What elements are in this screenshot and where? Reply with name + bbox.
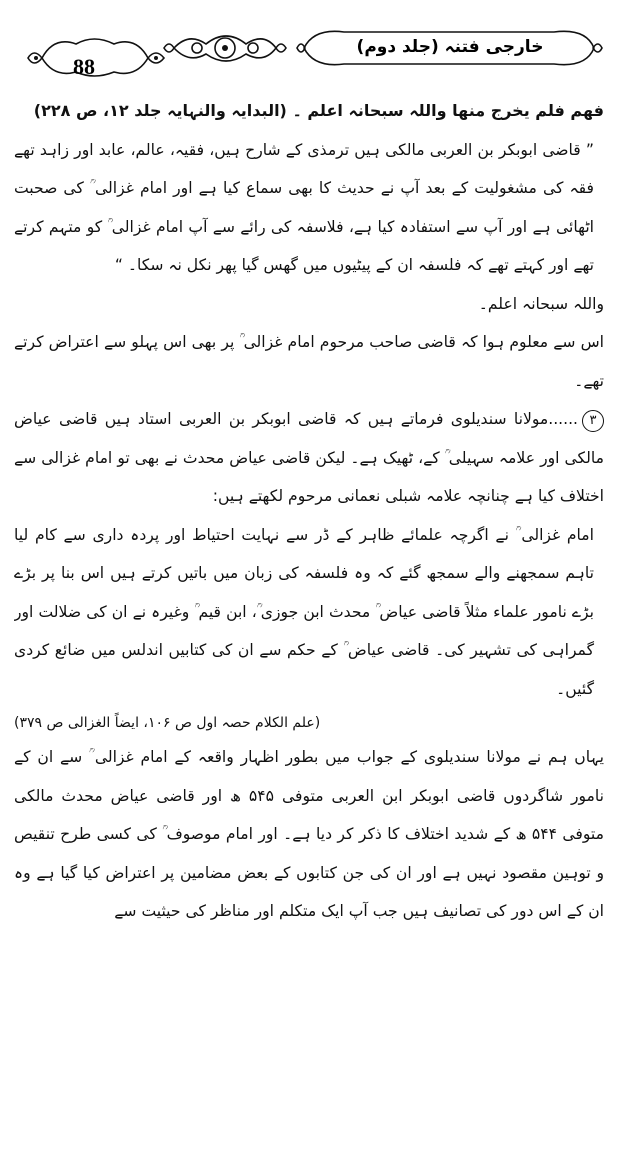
page-body — [14, 92, 604, 1147]
point-three-paragraph — [14, 400, 604, 516]
running-title: خارجی فتنہ (جلد دوم) — [356, 37, 544, 57]
shibli-citation: (علم الکلام حصہ اول ص ۱۰۶، ایضاً الغزالی ص ۳۷۹) — [14, 715, 321, 731]
shibli-quote: امام غزالی ؒ نے اگرچہ علمائے ظاہر کے ڈر سے نہایت احتیاط اور پردہ داری سے کام لیا تاہم سمجھنے والے سمجھ گئے کہ وہ فلسفہ کی زبان میں باتیں کرتے ہیں اس بنا پر بڑے بڑے نامور علماء مثلاً قاضی عیاض ؒ محدث ابن جوزی ؒ، ابن قیم ؒ وغیرہ نے ان کی ضلالت اور گمراہی کی تشہیر کی۔ قاضی عیاض ؒ کے حکم سے ان کی کتابیں اندلس میں ضائع کردی گئیں۔ — [14, 525, 594, 698]
point-number-badge: ۳ — [582, 410, 604, 432]
closing-paragraph: یہاں ہم نے مولانا سندیلوی کے جواب میں بطور اظہار واقعہ کے امام غزالی ؒ سے ان کے نامور شاگردوں قاضی ابوبکر ابن العربی متوفی ۵۴۵ ھ اور قاضی عیاض محدث مالکی متوفی ۵۴۴ ھ کے شدید اختلاف کا ذکر کر دیا ہے۔ اور امام موصوف ؒ کی کسی طرح تنقیص و توہین مقصود نہیں ہے اور ان کی جن کتابوں کے بعض مضامین پر اعتراض کیا گیا ہے وہ ان کے اس دور کی تصانیف ہیں جب آپ ایک متکلم اور مناظر کی حیثیت سے — [14, 748, 604, 920]
qazi-abubakr-quote: ” قاضی ابوبکر بن العربی مالکی ہیں ترمذی کے شارح ہیں، فقیہ، عالم، عابد اور زاہد تھے فقہ کی مشغولیت کے بعد آپ نے حدیث کا بھی سماع کیا ہے اور امام غزالی ؒ کی صحبت اٹھائی ہے اور آپ سے استفادہ کیا ہے، فلاسفہ کی رائے سے آپ امام غزالی ؒ کو متہم کرتے تھے اور کہتے تھے کہ فلسفہ ان کے پیٹیوں میں گھس گیا پھر نکل نہ سکا۔ “ — [14, 140, 594, 274]
wallahu-alam-line: واللہ سبحانہ اعلم۔ — [478, 294, 604, 313]
page-number: 88 — [73, 54, 95, 79]
page-header — [14, 14, 604, 78]
arabic-quotation: فھم فلم یخرج منھا واللہ سبحانہ اعلم ۔ (البدایہ والنہایہ جلد ۱۲، ص ۲۲۸) — [33, 101, 604, 120]
conclusion-paragraph: اس سے معلوم ہوا کہ قاضی صاحب مرحوم امام غزالی ؒ پر بھی اس پہلو سے اعتراض کرتے تھے۔ — [14, 333, 604, 390]
point-three-text: ......مولانا سندیلوی فرماتے ہیں کہ قاضی ابوبکر بن العربی استاد ہیں قاضی عیاض مالکی اور علامہ سہیلی ؒ کے، ٹھیک ہے۔ لیکن قاضی عیاض محدث نے بھی تو امام غزالی سے اختلاف کیا ہے چنانچہ علامہ شبلی نعمانی مرحوم لکھتے ہیں: — [14, 410, 604, 505]
